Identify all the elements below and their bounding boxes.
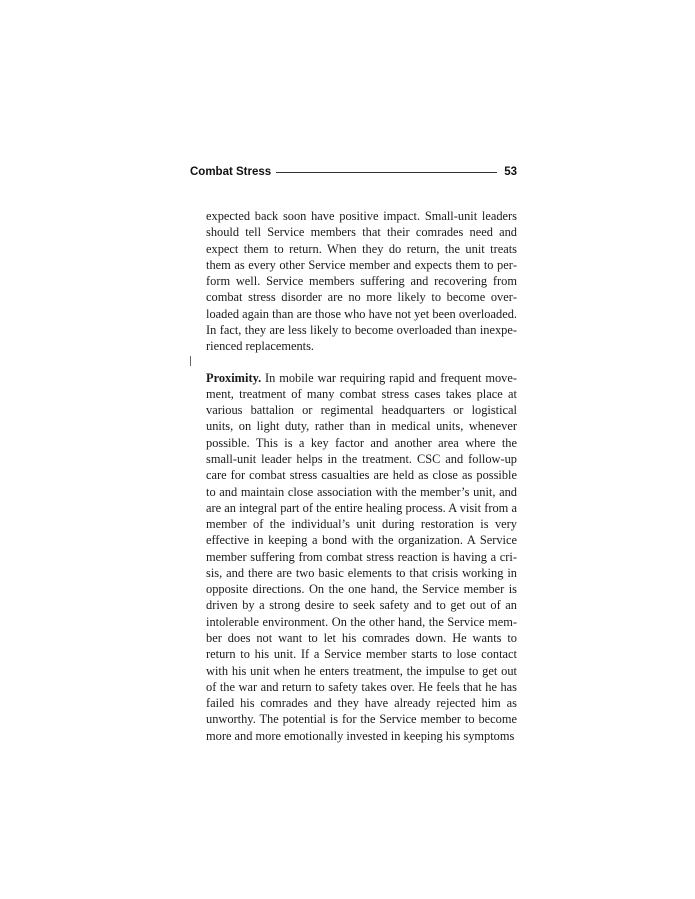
paragraph-proximity — [206, 370, 517, 744]
change-bar-marker — [190, 356, 191, 366]
section-title: Combat Stress — [190, 166, 272, 178]
running-head — [190, 164, 517, 180]
header-rule — [276, 172, 497, 173]
page-number: 53 — [504, 166, 517, 178]
paragraph-continued: expected back soon have positive impact. Small-unit leaders should tell Service members that their comrades need and expect them to return. When they do return, the unit treats them as every other Service member and expects them to perform well. Service members suffering and recovering from combat stress disorder are no more likely to become overloaded again than are those who have not yet been overloaded. In fact, they are less likely to become overloaded than inexperienced replacements. — [206, 209, 517, 354]
run-in-heading: Proximity. — [206, 370, 262, 385]
page-body — [206, 208, 517, 744]
paragraph-proximity-text: In mobile war requiring rapid and frequent movement, treatment of many combat stress cases takes place at various battalion or regimental headquarters or logistical units, on light duty, rather than in medical units, whenever possible. This is a key factor and another area where the small-unit leader helps in the treatment. CSC and follow-up care for combat stress casualties are held as close as possible to and maintain close association with the member’s unit, and are an integral part of the entire healing process. A visit from a member of the individual’s unit during restoration is very effective in keeping a bond with the organization. A Service member suffering from combat stress reaction is having a crisis, and there are two basic elements to that crisis working in opposite directions. On the one hand, the Service member is driven by a strong desire to seek safety and to get out of an intolerable environment. On the other hand, the Service member does not want to let his comrades down. He wants to return to his unit. If a Service member starts to lose contact with his unit when he enters treatment, the impulse to get out of the war and return to safety takes over. He feels that he has failed his comrades and they have already rejected him as unworthy. The potential is for the Service member to become more and more emotionally invested in keeping his symptoms — [206, 370, 517, 743]
